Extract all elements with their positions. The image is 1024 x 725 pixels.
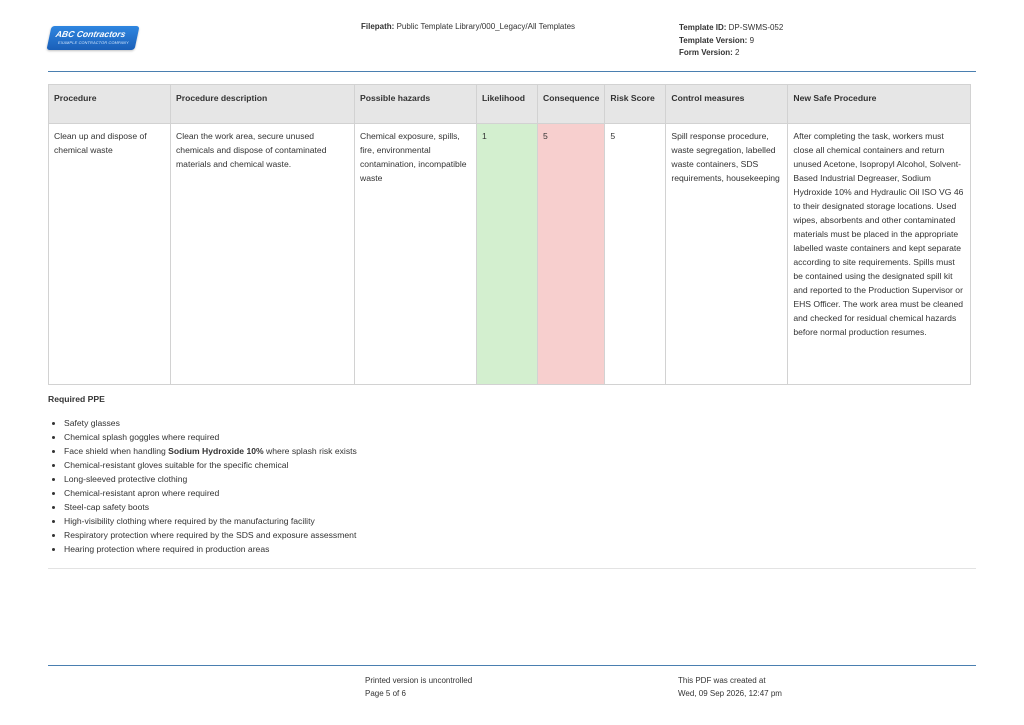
- ppe-list: [48, 416, 357, 556]
- list-item: • Safety glasses: [64, 416, 357, 430]
- footer-right: [678, 674, 782, 700]
- face-shield-chemical: Sodium Hydroxide 10%: [168, 446, 264, 456]
- cell-risk-score: 5: [605, 124, 666, 385]
- list-item: • Steel-cap safety boots: [64, 500, 357, 514]
- template-version-label: Template Version:: [679, 35, 748, 45]
- cell-control-measures: Spill response procedure, waste segregation, labelled waste containers, SDS requirements, housekeeping: [666, 124, 788, 385]
- header-description: Procedure description: [171, 85, 355, 124]
- list-item: [64, 444, 357, 458]
- template-id-value: DP-SWMS-052: [728, 23, 784, 32]
- header-risk-score: Risk Score: [605, 85, 666, 124]
- face-shield-text: Face shield when handling: [64, 446, 169, 456]
- ppe-title: Required PPE: [48, 394, 105, 404]
- cell-procedure: Clean up and dispose of chemical waste: [49, 124, 171, 385]
- created-timestamp: Wed, 09 Sep 2026, 12:47 pm: [678, 689, 782, 698]
- list-item: • Chemical splash goggles where required: [64, 430, 357, 444]
- header-consequence: Consequence: [538, 85, 605, 124]
- header-procedure: Procedure: [49, 85, 171, 124]
- header-control-measures: Control measures: [666, 85, 788, 124]
- list-item: • Hearing protection where required in production areas: [64, 542, 357, 556]
- form-version-label: Form Version:: [679, 48, 733, 57]
- form-version: [679, 47, 783, 60]
- footer-divider: [48, 665, 976, 666]
- template-version: [679, 35, 783, 48]
- list-item: • Chemical-resistant gloves suitable for the specific chemical: [64, 458, 357, 472]
- header-divider: [48, 71, 976, 72]
- template-version-value: 9: [749, 35, 755, 45]
- logo-text: ABC Contractors: [54, 29, 127, 39]
- page-header: [0, 0, 1024, 72]
- table-row: [49, 124, 971, 385]
- header-hazards: Possible hazards: [355, 85, 477, 124]
- form-version-value: 2: [735, 48, 740, 57]
- cell-likelihood: 1: [477, 124, 538, 385]
- page-number: Page 5 of 6: [365, 689, 406, 698]
- template-id-label: Template ID:: [679, 23, 727, 32]
- list-item: • Chemical-resistant apron where required: [64, 486, 357, 500]
- cell-consequence: 5: [538, 124, 605, 385]
- template-id: [679, 22, 783, 35]
- procedure-table: [48, 84, 971, 385]
- face-shield-condition: where splash risk exists: [263, 446, 357, 456]
- filepath-value: Public Template Library/000_Legacy/All Templates: [396, 22, 576, 31]
- section-divider: [48, 568, 976, 569]
- filepath-label: Filepath:: [361, 22, 395, 31]
- uncontrolled-notice: Printed version is uncontrolled: [365, 676, 473, 685]
- footer-left: [365, 674, 472, 700]
- list-item: • Long-sleeved protective clothing: [64, 472, 357, 486]
- cell-new-safe-procedure: After completing the task, workers must close all chemical containers and return unused Acetone, Isopropyl Alcohol, Solvent-Based Industrial Degreaser, Sodium Hydroxide 10% and Hydraulic Oil ISO VG 46 to their designated storage locations. Used wipes, absorbents and other contaminated materials must be placed in the appropriate labelled waste containers and kept separate according to site requirements. Spills must be contained using the designated spill kit and reported to the Production Supervisor or EHS Officer. The work area must be cleaned and checked for residual chemical hazards before normal production resumes.: [788, 124, 971, 385]
- template-meta: [679, 22, 783, 60]
- filepath: [361, 22, 575, 31]
- company-logo: [46, 26, 139, 50]
- list-item: • High-visibility clothing where required by the manufacturing facility: [64, 514, 357, 528]
- cell-hazards: Chemical exposure, spills, fire, environmental contamination, incompatible waste: [355, 124, 477, 385]
- header-new-safe-procedure: New Safe Procedure: [788, 85, 971, 124]
- logo-tagline: EXAMPLE CONTRACTOR COMPANY: [57, 41, 130, 45]
- table-header-row: [49, 85, 971, 124]
- cell-description: Clean the work area, secure unused chemicals and dispose of contaminated materials and chemical waste.: [171, 124, 355, 385]
- created-label: This PDF was created at: [678, 676, 766, 685]
- header-likelihood: Likelihood: [477, 85, 538, 124]
- list-item: • Respiratory protection where required by the SDS and exposure assessment: [64, 528, 357, 542]
